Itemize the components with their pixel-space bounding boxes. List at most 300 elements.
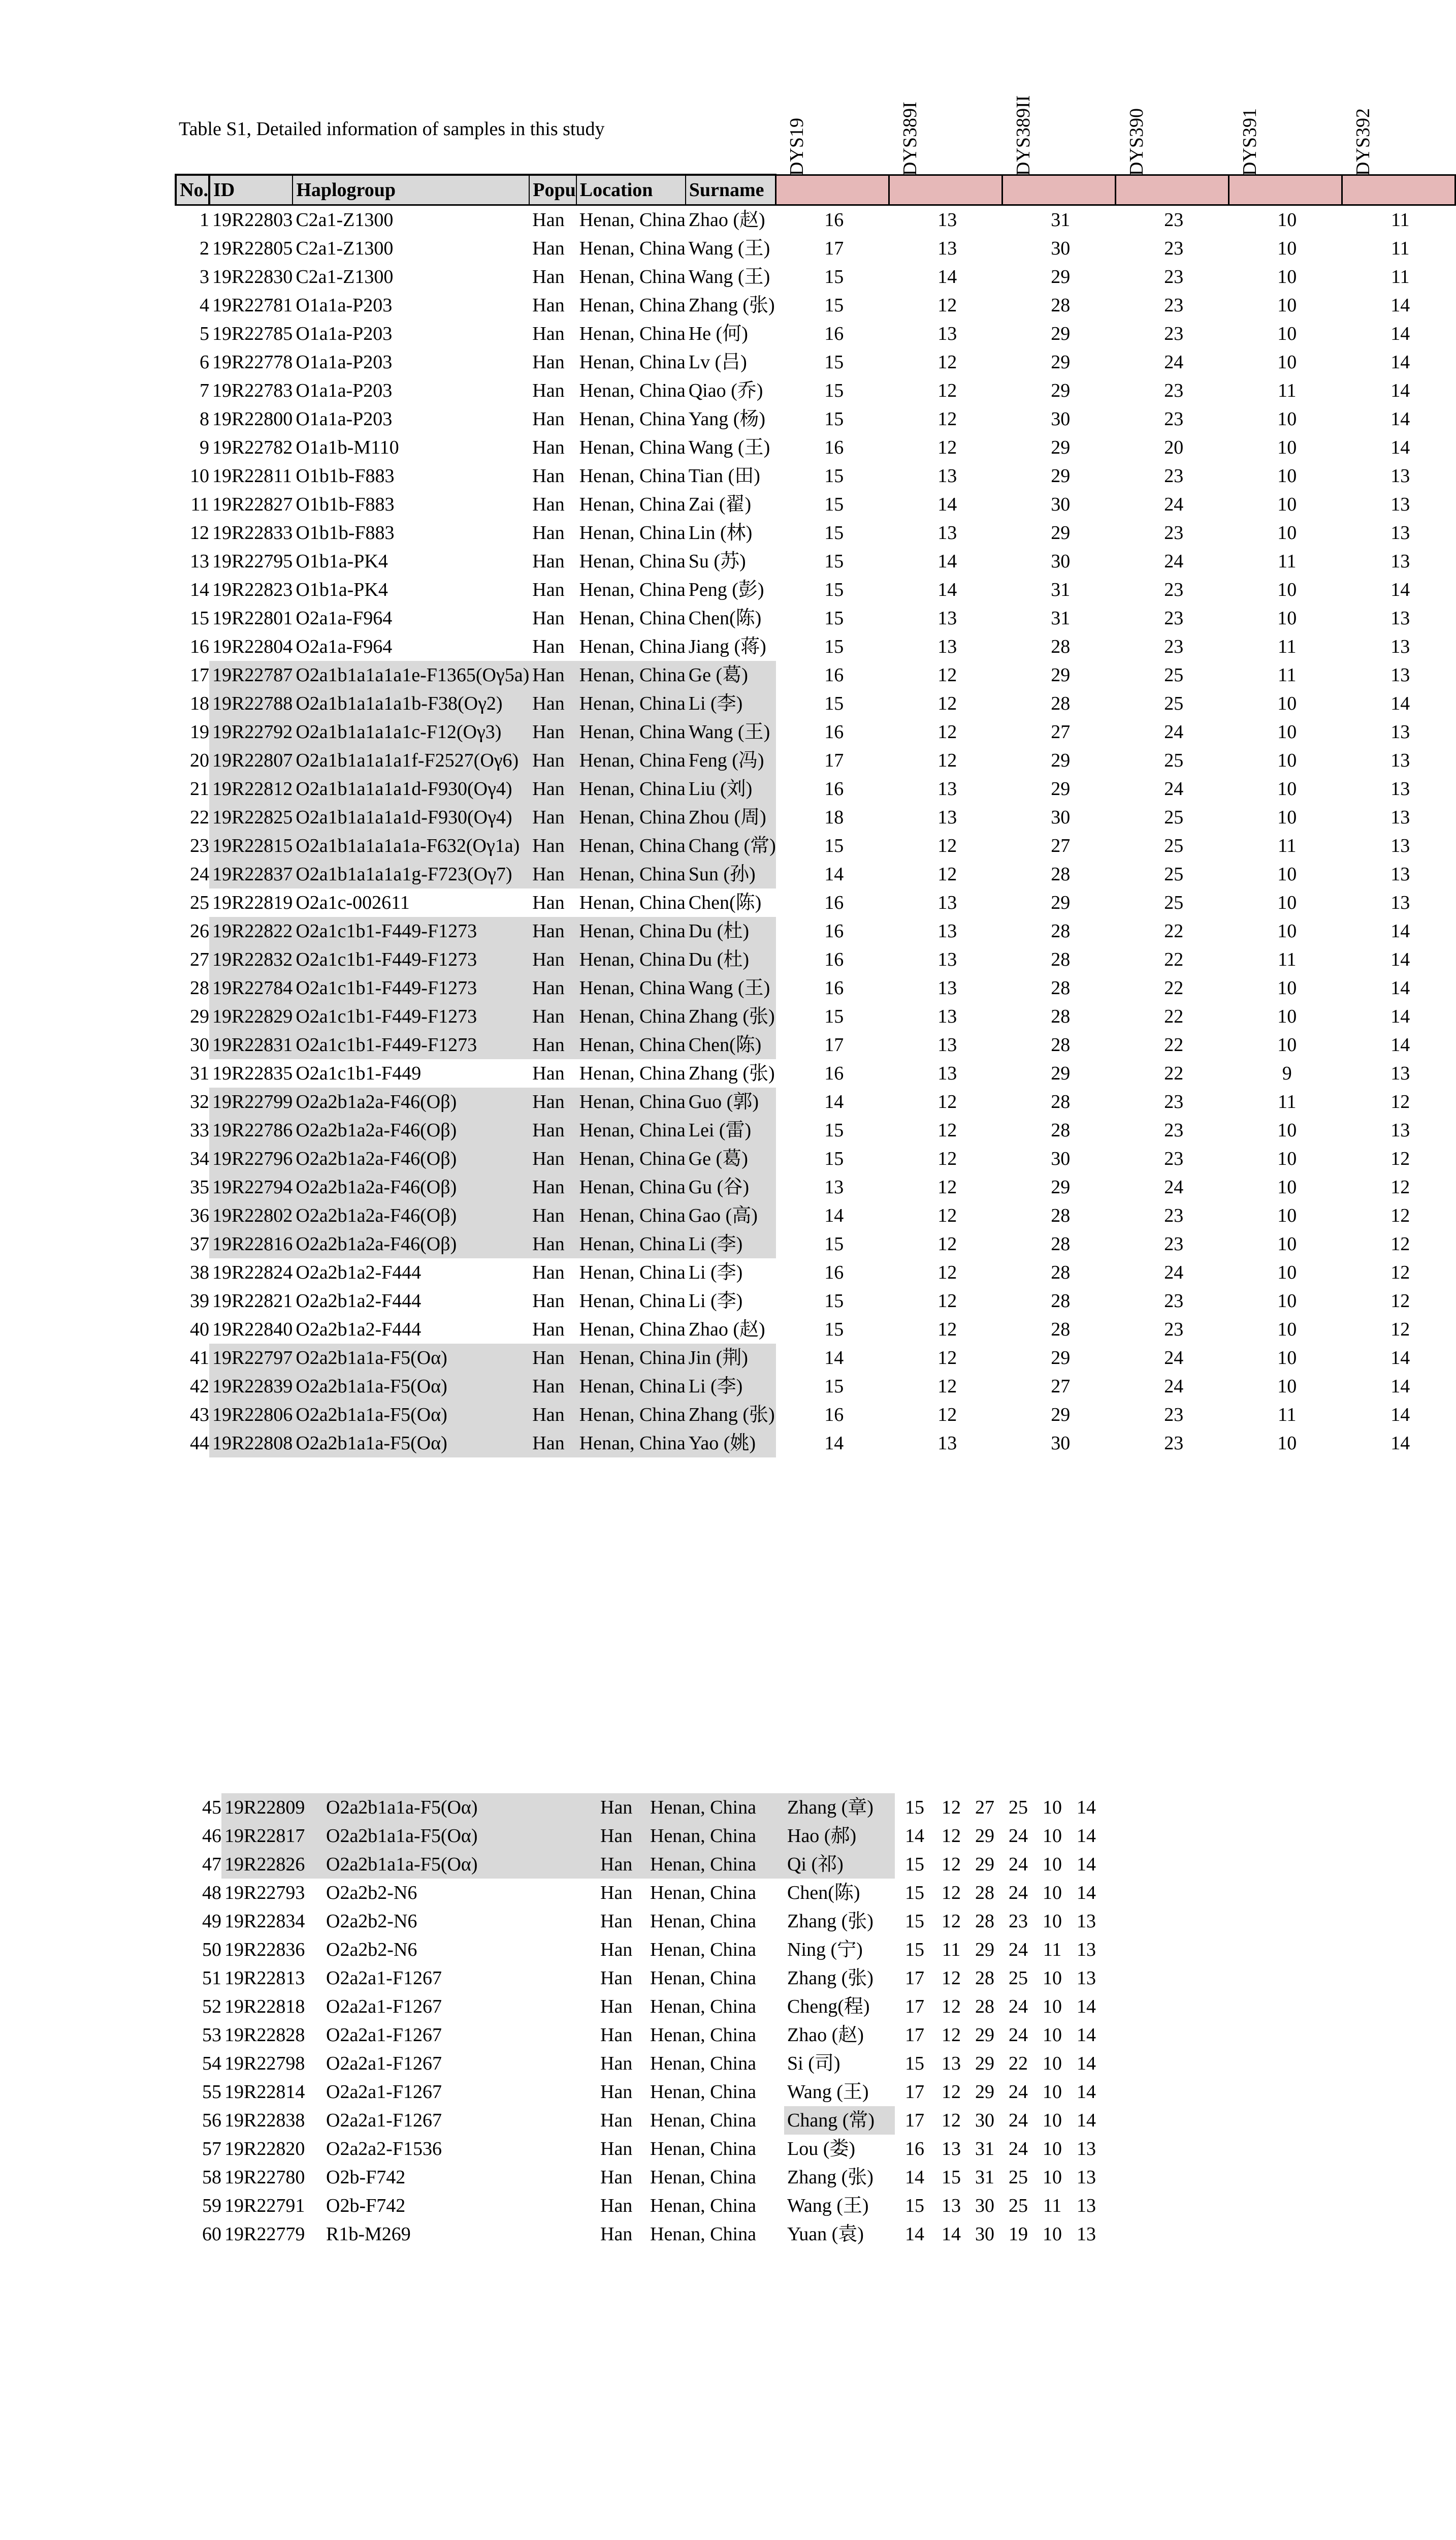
population-cell: Han — [529, 945, 576, 974]
surname-cell: Ge (葛) — [686, 1145, 776, 1173]
str-value-cell: 13 — [937, 209, 957, 231]
population-cell: Han — [532, 608, 565, 629]
location-cell: Henan, China — [650, 1882, 756, 1903]
str-value-cell: 13 — [1077, 2195, 1096, 2216]
sample-no: 22 — [189, 807, 209, 828]
str-value-cell: 16 — [824, 977, 844, 999]
sample-no: 23 — [189, 835, 209, 856]
str-value-cell: 12 — [937, 1233, 957, 1255]
str-value-cell: 25 — [1164, 750, 1184, 771]
str-value-cell: 25 — [1164, 664, 1184, 686]
haplogroup-cell: O2a2b1a2-F444 — [296, 1319, 422, 1340]
table-row — [176, 1315, 1455, 1344]
str-value-cell: 30 — [975, 2195, 994, 2216]
location-cell: Henan, China — [576, 945, 686, 974]
surname-cell: Li (李) — [688, 1290, 743, 1312]
str-value-cell: 15 — [905, 1939, 924, 1960]
table-row — [175, 2220, 1103, 2248]
location-cell: Henan, China — [576, 746, 686, 775]
sample-id: 19R22803 — [212, 209, 293, 231]
str-value-cell: 13 — [942, 2138, 961, 2160]
table-row — [176, 205, 1455, 235]
surname-cell: Zhang (张) — [686, 1002, 776, 1031]
samples-table-bottom — [175, 1793, 1103, 2248]
surname-cell: Jiang (蒋) — [688, 636, 766, 657]
population-cell: Han — [529, 661, 576, 689]
str-value-cell: 30 — [1051, 494, 1071, 515]
str-value-cell: 13 — [937, 807, 957, 828]
str-value-cell: 24 — [1164, 1177, 1184, 1198]
str-value-cell: 11 — [1390, 238, 1410, 259]
haplogroup-cell: O2a2b2-N6 — [326, 1882, 417, 1903]
table-row — [176, 1002, 1455, 1031]
str-value-cell: 13 — [1390, 750, 1410, 771]
surname-cell: Jin (荆) — [686, 1344, 776, 1372]
sample-no: 16 — [189, 636, 209, 657]
sample-id: 19R22779 — [224, 2224, 305, 2245]
population-cell: Han — [600, 2053, 633, 2074]
sample-no: 9 — [199, 437, 209, 458]
surname-cell: Chang (常) — [686, 832, 776, 860]
str-value-cell: 10 — [1043, 2167, 1062, 2188]
str-value-cell: 27 — [1051, 835, 1071, 856]
str-value-cell: 29 — [975, 2024, 994, 2046]
sample-id: 19R22804 — [212, 636, 293, 657]
str-value-cell: 14 — [905, 1825, 924, 1847]
str-value-cell: 14 — [1077, 2081, 1096, 2103]
header-population: Popu — [529, 175, 576, 205]
sample-id: 19R22827 — [212, 494, 293, 515]
str-value-cell: 16 — [824, 1063, 844, 1084]
str-value-cell: 24 — [1009, 2138, 1028, 2160]
sample-id: 19R22812 — [209, 775, 293, 803]
str-value-cell: 30 — [1051, 1148, 1071, 1169]
table-row — [176, 320, 1455, 348]
haplogroup-cell: O2a2b2-N6 — [326, 1911, 417, 1932]
table-row — [176, 689, 1455, 718]
surname-cell: He (何) — [688, 323, 748, 344]
str-value-cell: 14 — [905, 2167, 924, 2188]
table-row — [175, 1793, 1103, 1822]
location-cell: Henan, China — [579, 437, 686, 458]
table-row — [176, 632, 1455, 661]
location-cell: Henan, China — [576, 1230, 686, 1258]
str-value-cell: 12 — [937, 408, 957, 430]
sample-no: 6 — [199, 352, 209, 373]
surname-cell: Zhang (张) — [787, 1967, 873, 1989]
str-value-cell: 29 — [1051, 1063, 1071, 1084]
str-value-cell: 13 — [937, 778, 957, 800]
sample-id: 19R22793 — [224, 1882, 305, 1903]
location-cell: Henan, China — [576, 1372, 686, 1401]
table-row — [175, 2021, 1103, 2049]
str-value-cell: 12 — [937, 1177, 957, 1198]
str-value-cell: 14 — [1390, 352, 1410, 373]
str-value-cell: 25 — [1164, 892, 1184, 913]
haplogroup-cell: O1a1a-P203 — [296, 295, 393, 316]
population-cell: Han — [532, 209, 565, 231]
haplogroup-cell: O1b1b-F883 — [296, 494, 395, 515]
location-cell: Henan, China — [650, 1996, 756, 2017]
str-value-cell: 16 — [824, 778, 844, 800]
str-value-cell: 13 — [1390, 465, 1410, 487]
str-value-cell: 13 — [824, 1177, 844, 1198]
str-value-cell: 12 — [1390, 1233, 1410, 1255]
location-cell: Henan, China — [579, 1262, 686, 1283]
population-cell: Han — [597, 1822, 647, 1850]
sample-no: 31 — [189, 1063, 209, 1084]
sample-id: 19R22820 — [224, 2138, 305, 2160]
str-value-cell: 10 — [1277, 1319, 1297, 1340]
sample-id: 19R22785 — [212, 323, 293, 344]
str-value-cell: 14 — [1077, 1996, 1096, 2017]
sample-id: 19R22808 — [209, 1429, 293, 1457]
population-cell: Han — [600, 2081, 633, 2103]
str-value-cell: 17 — [824, 1034, 844, 1056]
str-value-cell: 13 — [1390, 522, 1410, 544]
str-value-cell: 12 — [937, 437, 957, 458]
str-value-cell: 11 — [1390, 266, 1410, 288]
population-cell: Han — [529, 917, 576, 945]
location-cell: Henan, China — [650, 1967, 756, 1989]
str-value-cell: 25 — [1164, 693, 1184, 714]
str-value-cell: 24 — [1009, 2081, 1028, 2103]
location-cell: Henan, China — [579, 608, 686, 629]
str-value-cell: 28 — [975, 1996, 994, 2017]
str-value-cell: 10 — [1277, 1177, 1297, 1198]
str-value-cell: 12 — [937, 352, 957, 373]
population-cell: Han — [600, 1967, 633, 1989]
str-value-cell: 30 — [1051, 551, 1071, 572]
haplogroup-cell: O2a2a1-F1267 — [326, 2053, 442, 2074]
sample-id: 19R22791 — [224, 2195, 305, 2216]
population-cell: Han — [532, 551, 565, 572]
table-row — [176, 775, 1455, 803]
location-cell: Henan, China — [576, 1116, 686, 1145]
str-value-cell: 13 — [1390, 1063, 1410, 1084]
sample-no: 53 — [202, 2024, 221, 2046]
header-dys390: DYS390 — [1116, 175, 1229, 205]
str-value-cell: 11 — [942, 1939, 961, 1960]
table-row — [175, 2049, 1103, 2078]
haplogroup-cell: O1b1b-F883 — [296, 522, 395, 544]
str-value-cell: 24 — [1164, 1347, 1184, 1369]
str-value-cell: 17 — [905, 1967, 924, 1989]
str-value-cell: 12 — [1390, 1262, 1410, 1283]
str-value-cell: 11 — [1277, 636, 1297, 657]
location-cell: Henan, China — [576, 803, 686, 832]
population-cell: Han — [600, 2138, 633, 2160]
str-value-cell: 14 — [1390, 1006, 1410, 1027]
surname-cell: Zhang (张) — [787, 2167, 873, 2188]
str-value-cell: 13 — [1390, 864, 1410, 885]
table-row — [176, 291, 1455, 320]
str-value-cell: 10 — [1277, 1034, 1297, 1056]
sample-id: 19R22799 — [209, 1088, 293, 1116]
table-row — [176, 490, 1455, 519]
str-value-cell: 13 — [1390, 892, 1410, 913]
str-value-cell: 15 — [905, 2053, 924, 2074]
surname-cell: Si (司) — [787, 2053, 840, 2074]
sample-no: 54 — [202, 2053, 221, 2074]
str-value-cell: 10 — [1277, 238, 1297, 259]
surname-cell: Zhao (赵) — [688, 1319, 765, 1340]
str-value-cell: 28 — [1051, 1290, 1071, 1312]
str-value-cell: 29 — [1051, 266, 1071, 288]
str-value-cell: 24 — [1009, 2024, 1028, 2046]
haplogroup-cell: O2a1c1b1-F449-F1273 — [293, 974, 529, 1002]
haplogroup-cell: O2a2b1a1a-F5(Oα) — [293, 1372, 529, 1401]
haplogroup-cell: O2a2a2-F1536 — [326, 2138, 442, 2160]
location-cell: Henan, China — [576, 1031, 686, 1059]
str-value-cell: 28 — [1051, 1233, 1071, 1255]
str-value-cell: 24 — [1164, 551, 1184, 572]
table-row — [176, 1429, 1455, 1457]
surname-cell: Ning (宁) — [787, 1939, 863, 1960]
str-value-cell: 14 — [824, 1091, 844, 1113]
population-cell: Han — [529, 1372, 576, 1401]
str-value-cell: 13 — [942, 2053, 961, 2074]
str-value-cell: 12 — [942, 1967, 961, 1989]
sample-no: 26 — [189, 920, 209, 942]
str-value-cell: 10 — [1277, 1148, 1297, 1169]
str-value-cell: 10 — [1043, 1911, 1062, 1932]
str-value-cell: 29 — [975, 1939, 994, 1960]
population-cell: Han — [532, 1262, 565, 1283]
str-value-cell: 11 — [1043, 2195, 1062, 2216]
str-value-cell: 29 — [1051, 323, 1071, 344]
str-value-cell: 24 — [1009, 1854, 1028, 1875]
sample-id: 19R22784 — [209, 974, 293, 1002]
location-cell: Henan, China — [579, 352, 686, 373]
str-value-cell: 23 — [1164, 1433, 1184, 1454]
sample-no: 38 — [189, 1262, 209, 1283]
table-title: Table S1, Detailed information of samples in this study — [179, 118, 605, 140]
str-value-cell: 15 — [905, 1911, 924, 1932]
location-cell: Henan, China — [576, 860, 686, 888]
str-value-cell: 13 — [1390, 551, 1410, 572]
table-row — [176, 832, 1455, 860]
population-cell: Han — [600, 2195, 633, 2216]
str-value-cell: 15 — [824, 579, 844, 600]
haplogroup-cell: O2a2b1a2a-F46(Oβ) — [293, 1173, 529, 1201]
str-value-cell: 10 — [1043, 1967, 1062, 1989]
str-value-cell: 13 — [1390, 721, 1410, 743]
surname-cell: Gao (高) — [686, 1201, 776, 1230]
str-value-cell: 13 — [942, 2195, 961, 2216]
str-value-cell: 12 — [942, 1854, 961, 1875]
sample-no: 28 — [189, 977, 209, 999]
sample-no: 43 — [189, 1404, 209, 1425]
haplogroup-cell: O2b-F742 — [326, 2195, 406, 2216]
sample-no: 10 — [189, 465, 209, 487]
location-cell: Henan, China — [576, 661, 686, 689]
sample-id: 19R22831 — [209, 1031, 293, 1059]
haplogroup-cell: C2a1-Z1300 — [296, 209, 394, 231]
str-value-cell: 13 — [937, 465, 957, 487]
str-value-cell: 18 — [824, 807, 844, 828]
str-value-cell: 28 — [975, 1882, 994, 1903]
population-cell: Han — [529, 1429, 576, 1457]
str-value-cell: 14 — [937, 551, 957, 572]
sample-id: 19R22835 — [212, 1063, 293, 1084]
str-value-cell: 12 — [942, 2081, 961, 2103]
location-cell: Henan, China — [579, 522, 686, 544]
str-value-cell: 12 — [942, 1825, 961, 1847]
str-value-cell: 12 — [937, 1319, 957, 1340]
str-value-cell: 13 — [1390, 807, 1410, 828]
str-value-cell: 13 — [1390, 494, 1410, 515]
str-value-cell: 23 — [1164, 579, 1184, 600]
str-value-cell: 11 — [1043, 1939, 1062, 1960]
str-value-cell: 10 — [1277, 807, 1297, 828]
surname-cell: Yao (姚) — [686, 1429, 776, 1457]
sample-id: 19R22797 — [209, 1344, 293, 1372]
location-cell: Henan, China — [576, 1002, 686, 1031]
header-dys392: DYS392 — [1342, 175, 1455, 205]
str-value-cell: 10 — [1277, 977, 1297, 999]
surname-cell: Zhou (周) — [686, 803, 776, 832]
str-value-cell: 12 — [942, 2110, 961, 2131]
str-value-cell: 30 — [1051, 408, 1071, 430]
table-row — [176, 945, 1455, 974]
table-row — [176, 234, 1455, 263]
str-value-cell: 29 — [1051, 352, 1071, 373]
str-value-cell: 28 — [1051, 864, 1071, 885]
table-row — [176, 263, 1455, 291]
sample-id: 19R22805 — [212, 238, 293, 259]
str-value-cell: 23 — [1164, 1120, 1184, 1141]
str-value-cell: 10 — [1043, 2138, 1062, 2160]
sample-id: 19R22821 — [212, 1290, 293, 1312]
sample-id: 19R22822 — [209, 917, 293, 945]
surname-cell: Zhang (张) — [787, 1911, 873, 1932]
str-value-cell: 16 — [824, 1404, 844, 1425]
str-value-cell: 12 — [937, 835, 957, 856]
str-value-cell: 10 — [1277, 266, 1297, 288]
str-value-cell: 10 — [1277, 209, 1297, 231]
location-cell: Henan, China — [576, 689, 686, 718]
table-row — [176, 576, 1455, 604]
str-value-cell: 23 — [1164, 465, 1184, 487]
sample-no: 59 — [202, 2195, 221, 2216]
str-value-cell: 28 — [1051, 1205, 1071, 1226]
sample-id: 19R22795 — [212, 551, 293, 572]
str-value-cell: 29 — [1051, 778, 1071, 800]
population-cell: Han — [532, 465, 565, 487]
surname-cell: Qiao (乔) — [688, 380, 763, 401]
surname-cell: Wang (王) — [686, 718, 776, 746]
location-cell: Henan, China — [576, 974, 686, 1002]
str-value-cell: 23 — [1164, 636, 1184, 657]
population-cell: Han — [600, 2110, 633, 2131]
haplogroup-cell: O2a1c1b1-F449 — [296, 1063, 422, 1084]
haplogroup-cell: O2a1c1b1-F449-F1273 — [293, 917, 529, 945]
haplogroup-cell: O2a2a1-F1267 — [326, 2081, 442, 2103]
str-value-cell: 28 — [1051, 1034, 1071, 1056]
str-value-cell: 14 — [1390, 1433, 1410, 1454]
sample-id: 19R22796 — [209, 1145, 293, 1173]
surname-cell: Chen(陈) — [688, 608, 762, 629]
sample-id: 19R22782 — [212, 437, 293, 458]
str-value-cell: 10 — [1277, 323, 1297, 344]
str-value-cell: 13 — [937, 1034, 957, 1056]
str-value-cell: 12 — [937, 750, 957, 771]
str-value-cell: 25 — [1009, 1797, 1028, 1818]
table-row — [175, 1822, 1103, 1850]
sample-no: 48 — [202, 1882, 221, 1903]
population-cell: Han — [532, 323, 565, 344]
str-value-cell: 23 — [1164, 238, 1184, 259]
surname-cell: Gu (谷) — [686, 1173, 776, 1201]
surname-cell: Lv (吕) — [688, 352, 747, 373]
str-value-cell: 12 — [1390, 1319, 1410, 1340]
table-row — [176, 405, 1455, 433]
str-value-cell: 14 — [1390, 1404, 1410, 1425]
str-value-cell: 13 — [1077, 1967, 1096, 1989]
str-value-cell: 15 — [824, 352, 844, 373]
sample-no: 40 — [189, 1319, 209, 1340]
location-cell: Henan, China — [579, 1319, 686, 1340]
str-value-cell: 10 — [1277, 1120, 1297, 1141]
str-value-cell: 10 — [1277, 1290, 1297, 1312]
str-value-cell: 22 — [1164, 1063, 1184, 1084]
population-cell: Han — [529, 1230, 576, 1258]
str-value-cell: 13 — [937, 1006, 957, 1027]
location-cell: Henan, China — [579, 636, 686, 657]
haplogroup-cell: O1a1a-P203 — [296, 352, 393, 373]
str-value-cell: 10 — [1043, 2110, 1062, 2131]
str-value-cell: 14 — [1390, 323, 1410, 344]
sample-no: 37 — [189, 1233, 209, 1255]
population-cell: Han — [529, 1002, 576, 1031]
str-value-cell: 22 — [1164, 977, 1184, 999]
table-row — [176, 1258, 1455, 1287]
population-cell: Han — [600, 2224, 633, 2245]
str-value-cell: 16 — [824, 920, 844, 942]
str-value-cell: 27 — [1051, 721, 1071, 743]
str-value-cell: 15 — [905, 1797, 924, 1818]
location-cell: Henan, China — [576, 917, 686, 945]
haplogroup-cell: O2a2a1-F1267 — [326, 1967, 442, 1989]
surname-cell: Zhang (章) — [784, 1793, 895, 1822]
str-value-cell: 23 — [1164, 1148, 1184, 1169]
haplogroup-cell: O1a1b-M110 — [296, 437, 399, 458]
str-value-cell: 10 — [1277, 1262, 1297, 1283]
surname-cell: Yang (杨) — [688, 408, 766, 430]
str-value-cell: 13 — [937, 892, 957, 913]
location-cell: Henan, China — [576, 775, 686, 803]
str-value-cell: 13 — [937, 238, 957, 259]
table-row — [176, 519, 1455, 547]
location-cell: Henan, China — [576, 1173, 686, 1201]
sample-no: 58 — [202, 2167, 221, 2188]
str-value-cell: 10 — [1277, 579, 1297, 600]
str-value-cell: 19 — [1009, 2224, 1028, 2245]
haplogroup-cell: O2a2b1a1a-F5(Oα) — [323, 1822, 597, 1850]
str-value-cell: 29 — [1051, 664, 1071, 686]
str-value-cell: 10 — [1277, 295, 1297, 316]
sample-no: 41 — [189, 1347, 209, 1369]
sample-no: 30 — [189, 1034, 209, 1056]
sample-id: 19R22813 — [224, 1967, 305, 1989]
str-value-cell: 13 — [937, 636, 957, 657]
str-value-cell: 13 — [1390, 636, 1410, 657]
sample-id: 19R22788 — [209, 689, 293, 718]
str-value-cell: 15 — [824, 608, 844, 629]
table-row — [175, 1850, 1103, 1879]
str-value-cell: 23 — [1164, 608, 1184, 629]
